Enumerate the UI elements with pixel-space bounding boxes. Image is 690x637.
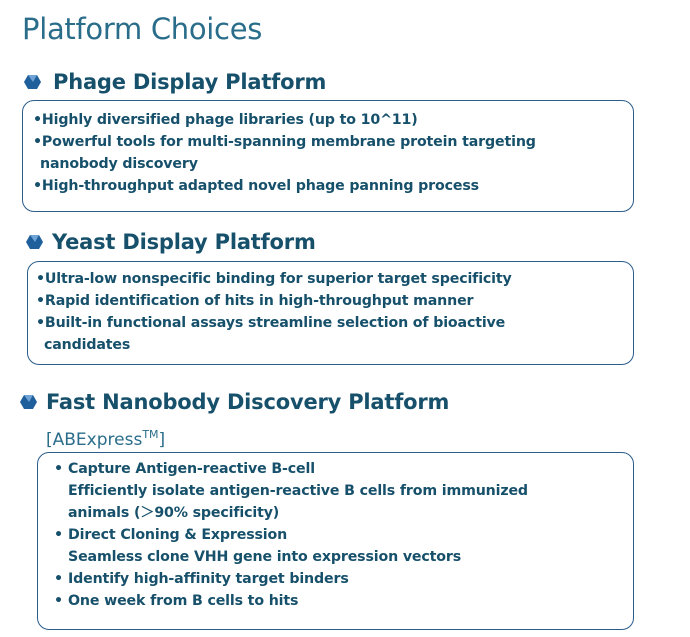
list-item: Seamless clone VHH gene into expression vectors xyxy=(68,549,462,565)
list-item: •Built-in functional assays streamline selection of bioactive xyxy=(36,315,506,331)
hexagon-bullet-icon xyxy=(18,392,40,412)
list-item: •Highly diversified phage libraries (up to 10^11) xyxy=(33,112,418,128)
list-item: • Identify high-affinity target binders xyxy=(54,571,349,587)
page-title: Platform Choices xyxy=(22,12,263,46)
list-item: Efficiently isolate antigen-reactive B cells from immunized xyxy=(68,483,528,499)
list-item: nanobody discovery xyxy=(40,156,198,172)
list-item: • Direct Cloning & Expression xyxy=(54,527,288,543)
list-item: •Powerful tools for multi-spanning membrane protein targeting xyxy=(33,134,536,150)
section-subtitle: [ABExpress™] xyxy=(46,428,166,450)
list-item: animals (＞90% specificity) xyxy=(68,505,280,521)
list-item: • One week from B cells to hits xyxy=(54,593,299,609)
section-heading-phage xyxy=(22,70,326,94)
list-item: •Rapid identification of hits in high-throughput manner xyxy=(36,293,474,309)
phage-platform-box xyxy=(22,100,634,212)
section-title: Fast Nanobody Discovery Platform xyxy=(46,390,450,414)
yeast-platform-box xyxy=(27,261,634,365)
list-item: candidates xyxy=(44,337,131,353)
section-title: Yeast Display Platform xyxy=(52,230,316,254)
list-item: •Ultra-low nonspecific binding for superior target specificity xyxy=(36,271,512,287)
list-item: • Capture Antigen-reactive B-cell xyxy=(54,461,315,477)
hexagon-bullet-icon xyxy=(22,72,44,92)
section-heading-yeast xyxy=(24,230,316,254)
fast-platform-box xyxy=(37,452,634,630)
section-heading-fast xyxy=(18,390,449,414)
section-title: Phage Display Platform xyxy=(53,70,327,94)
hexagon-bullet-icon xyxy=(24,232,46,252)
list-item: •High-throughput adapted novel phage panning process xyxy=(33,178,479,194)
